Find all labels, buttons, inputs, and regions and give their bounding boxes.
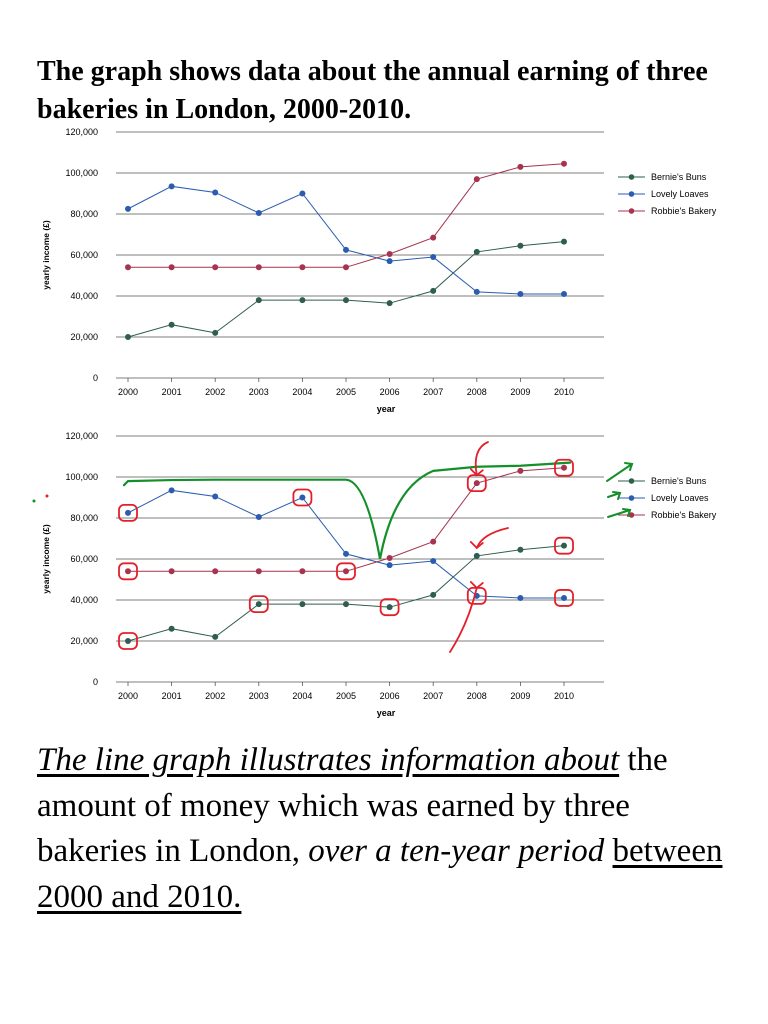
x-tick-label: 2006 [379,387,400,397]
data-point [343,551,349,557]
x-tick-label: 2007 [423,387,444,397]
data-point [343,264,349,270]
data-point [430,592,436,598]
data-point [430,288,436,294]
data-point [256,297,262,303]
summary-dates: between 2000 and 2010. [37,833,723,915]
x-tick-label: 2008 [466,691,487,701]
data-point [212,189,218,195]
legend-marker [629,191,635,197]
x-tick-label: 2001 [161,691,182,701]
data-point [387,555,393,561]
x-tick-label: 2007 [423,691,444,701]
green-arrow [607,464,632,481]
data-point [169,183,175,189]
data-point [299,495,305,501]
legend-marker [629,208,635,214]
x-tick-label: 2003 [248,691,269,701]
summary-paragraph [37,738,737,920]
y-tick-label: 100,000 [65,168,98,178]
x-axis-label: year [376,404,396,414]
legend-marker [629,478,635,484]
data-point [474,249,480,255]
data-point [256,210,262,216]
data-point [561,465,567,471]
x-tick-label: 2005 [335,387,357,397]
data-point [169,568,175,574]
summary-intro: The line graph illustrates information about [37,742,620,778]
x-tick-label: 2000 [117,691,139,701]
line-chart-annotated [30,424,750,724]
x-tick-label: 2002 [205,691,226,701]
y-tick-label: 120,000 [65,431,98,441]
data-point [561,161,567,167]
summary-space [604,833,612,869]
x-tick-label: 2002 [205,387,226,397]
series-line [128,546,564,641]
summary-period: over a ten-year period [308,833,605,869]
green-dot [33,500,36,503]
data-point [169,487,175,493]
chart-svg [30,424,750,724]
y-tick-label: 60,000 [70,250,98,260]
data-point [430,558,436,564]
legend-marker [629,495,635,501]
data-point [256,264,262,270]
y-tick-label: 80,000 [70,513,98,523]
data-point [517,595,523,601]
data-point [474,553,480,559]
data-point [212,330,218,336]
data-point [517,547,523,553]
data-point [387,562,393,568]
data-point [343,601,349,607]
data-point [517,291,523,297]
data-point [387,300,393,306]
red-arrowhead [471,582,483,588]
data-point [343,297,349,303]
x-tick-label: 2003 [248,387,269,397]
red-arrowhead [471,542,483,548]
data-point [474,176,480,182]
x-tick-label: 2006 [379,691,400,701]
data-point [299,264,305,270]
data-point [343,247,349,253]
data-point [561,595,567,601]
data-point [474,480,480,486]
x-tick-label: 2010 [553,691,575,701]
data-point [125,264,131,270]
y-tick-label: 0 [92,677,98,687]
x-tick-label: 2009 [510,691,531,701]
y-tick-label: 60,000 [70,554,98,564]
legend-label: Robbie's Bakery [651,206,717,216]
data-point [212,493,218,499]
data-point [256,568,262,574]
data-point [299,601,305,607]
data-point [430,539,436,545]
x-tick-label: 2008 [466,387,487,397]
legend-label: Lovely Loaves [651,493,709,503]
legend-label: Robbie's Bakery [651,510,717,520]
x-tick-label: 2005 [335,691,357,701]
x-tick-label: 2001 [161,387,182,397]
data-point [299,191,305,197]
x-axis-label: year [376,708,396,718]
data-point [387,604,393,610]
data-point [125,206,131,212]
legend-label: Bernie's Buns [651,476,707,486]
x-tick-label: 2004 [292,691,313,701]
data-point [387,251,393,257]
y-tick-label: 100,000 [65,472,98,482]
y-axis-label: yearly income (£) [41,524,51,594]
legend-marker [629,174,635,180]
red-arrow [450,588,477,652]
y-tick-label: 40,000 [70,595,98,605]
x-tick-label: 2010 [553,387,575,397]
data-point [561,543,567,549]
series-line [128,242,564,337]
data-point [561,291,567,297]
line-chart-original [30,120,750,420]
data-point [299,568,305,574]
legend-label: Bernie's Buns [651,172,707,182]
data-point [125,334,131,340]
data-point [430,254,436,260]
series-line [128,186,564,294]
y-axis-label: yearly income (£) [41,220,51,290]
x-tick-label: 2009 [510,387,531,397]
x-tick-label: 2004 [292,387,313,397]
y-tick-label: 20,000 [70,636,98,646]
data-point [430,235,436,241]
y-tick-label: 80,000 [70,209,98,219]
y-tick-label: 20,000 [70,332,98,342]
data-point [125,638,131,644]
data-point [561,239,567,245]
data-point [169,264,175,270]
page-heading: The graph shows data about the annual earning of three bakeries in London, 2000-2010. [37,56,708,125]
data-point [169,626,175,632]
y-tick-label: 0 [92,373,98,383]
data-point [256,601,262,607]
legend-label: Lovely Loaves [651,189,709,199]
data-point [212,568,218,574]
data-point [212,634,218,640]
green-arrow [608,510,630,517]
data-point [517,243,523,249]
data-point [125,510,131,516]
data-point [343,568,349,574]
y-tick-label: 40,000 [70,291,98,301]
data-point [212,264,218,270]
data-point [517,164,523,170]
series-line [128,490,564,598]
data-point [256,514,262,520]
x-tick-label: 2000 [117,387,139,397]
data-point [474,289,480,295]
red-dot [46,495,49,498]
data-point [299,297,305,303]
summary-body: the amount of money which was earned by three bakeries in London, [37,742,668,869]
data-point [125,568,131,574]
chart-svg [30,120,750,420]
data-point [169,322,175,328]
y-tick-label: 120,000 [65,127,98,137]
data-point [387,258,393,264]
data-point [517,468,523,474]
